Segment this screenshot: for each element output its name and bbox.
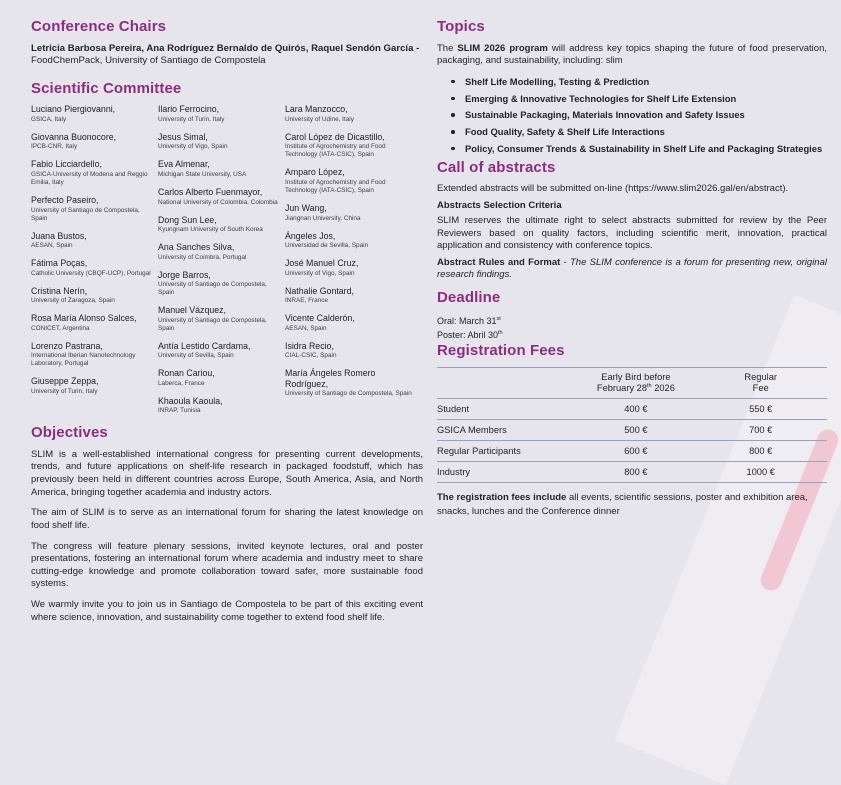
committee-member: Lara Manzocco, University of Udine, Italy <box>285 104 354 123</box>
fees-row-industry: Industry 800 € 1000 € <box>437 462 827 483</box>
committee-member: Jun Wang, Jiangnan University, China <box>285 202 361 222</box>
committee-grid <box>31 104 423 423</box>
committee-member: José Manuel Cruz, University of Vigo, Spain <box>285 258 359 277</box>
committee-member: Ángeles Jos, Universidad de Sevilla, Spain <box>285 230 369 250</box>
committee-member: Fabio Licciardello, GSICA-University of Modena and Reggio Emilia, Italy <box>31 159 148 186</box>
left-column <box>31 19 423 632</box>
committee-member: Manuel Vázquez, University of Santiago de Compostela, Spain <box>158 305 267 332</box>
committee-column-3 <box>285 104 423 423</box>
committee-member: Giuseppe Zeppa, University of Turin, Italy <box>31 376 99 395</box>
chairs-affiliation: FoodChemPack, University of Santiago de Compostela <box>31 55 266 67</box>
committee-column-2 <box>158 104 285 423</box>
committee-member: Giovanna Buonocore, IPCB-CNR, Italy <box>31 131 117 151</box>
abstracts-submission-text: Extended abstracts will be submitted on-line (https://www.slim2026.gal/en/abstract). <box>437 183 789 194</box>
committee-member: Juana Bustos, AESAN, Spain <box>31 230 87 250</box>
topics-intro: The SLIM 2026 program will address key topics shaping the future of food preservation, packaging, and sustainability, including: slim <box>437 42 828 67</box>
deadline-oral: Oral: March 31st <box>437 315 501 326</box>
topics-heading: Topics <box>437 18 485 35</box>
committee-member: Vicente Calderón, AESAN, Spain <box>285 313 355 332</box>
topic-item: Emerging & Innovative Technologies for Shelf Life Extension <box>465 93 827 105</box>
committee-member: Ana Sanches Silva, University of Coimbra, Portugal <box>158 242 247 261</box>
abstract-rules-bold: Abstract Rules and Format <box>437 256 561 268</box>
committee-member: Nathalie Gontard, INRAE, France <box>285 285 354 305</box>
fees-note-bold: The registration fees include <box>437 492 567 504</box>
poster-superscript: th <box>498 330 503 337</box>
topic-item: Policy, Consumer Trends & Sustainability in Shelf Life and Packaging Strategies <box>465 143 827 155</box>
fees-note: The registration fees include all events, scientific sessions, poster and exhibition area, snacks, lunches and the Conference dinner <box>437 492 808 518</box>
fees-row-student: Student 400 € 550 € <box>437 399 827 420</box>
committee-member: Jesus Simal, University of Vigo, Spain <box>158 131 228 151</box>
fees-header-row <box>437 367 827 398</box>
topic-item: Shelf Life Modelling, Testing & Prediction <box>465 76 827 88</box>
committee-member: Ronan Cariou, Laberca, France <box>158 368 215 387</box>
committee-member: Eva Almenar, Michigan State University, USA <box>158 159 247 178</box>
abstracts-criteria-text: SLIM reserves the ultimate right to select abstracts submitted for review by the Peer Reviewers based on quality factors, including scientific merit, innovation, practical application and consistency with conference topics. <box>437 214 827 252</box>
objectives-paragraph: The congress will feature plenary sessions, invited keynote lectures, oral and poster presentations, fostering an international forum where academia and industry meet to share cutting-edge knowledge and promote collaboration toward safer, more sustainable food systems. <box>31 540 423 590</box>
call-of-abstracts-heading: Call of abstracts <box>437 158 556 176</box>
committee-member: Khaoula Kaoula, INRAP, Tunisia <box>158 395 223 415</box>
registration-fees-table <box>437 367 827 483</box>
objectives-paragraph: The aim of SLIM is to serve as an international forum for sharing the latest knowledge on food shelf life. <box>31 507 423 531</box>
committee-member: Lorenzo Pastrana, International Iberian Nanotechnology Laboratory, Portugal <box>31 340 136 368</box>
committee-member: Carlos Alberto Fuenmayor, National University of Colombia, Colombia <box>158 186 278 206</box>
fees-row-regular-participants: Regular Participants 600 € 800 € <box>437 441 827 462</box>
abstract-rules-text: Abstract Rules and Format - The SLIM conference is a forum for presenting new, original research findings. <box>437 256 827 281</box>
committee-member: Luciano Piergiovanni, GSICA, Italy <box>31 104 116 123</box>
abstract-rules-italic: The SLIM conference is a forum for presenting new, original research findings. <box>437 256 827 281</box>
committee-member: Jorge Barros, University of Santiago de Compostela, Spain <box>158 269 267 297</box>
registration-fees-heading: Registration Fees <box>437 342 565 360</box>
committee-member: María Ángeles Romero Rodríguez, University of Santiago de Compostela, Spain <box>285 368 412 398</box>
deadline-heading: Deadline <box>437 289 501 307</box>
scientific-committee-heading: Scientific Committee <box>31 79 182 97</box>
committee-member: Ilario Ferrocino, University of Turin, Italy <box>158 104 225 123</box>
committee-member: Perfecto Paseiro, University of Santiago de Compostela, Spain <box>31 194 140 222</box>
topics-intro-bold: SLIM 2026 program <box>457 42 548 54</box>
right-column <box>437 19 827 520</box>
committee-member: Amparo López, Institute of Agrochemistry and Food Technology (IATA-CSIC), Spain <box>285 167 386 194</box>
committee-member: Carol López de Dicastillo, Institute of Agrochemistry and Food Technology (IATA-CSIC), Spain <box>285 131 386 159</box>
committee-member: Dong Sun Lee, Kyungnam University of South Korea <box>158 214 263 234</box>
committee-member: Cristina Nerín, University of Zaragoza, Spain <box>31 285 115 305</box>
committee-member: Isidra Recio, CIAL-CSIC, Spain <box>285 340 337 360</box>
topics-list <box>437 76 827 155</box>
fees-row-gsica: GSICA Members 500 € 700 € <box>437 420 827 441</box>
committee-member: Rosa María Alonso Salces, CONICET, Argentina <box>31 313 137 332</box>
deadline-poster: Poster: Abril 30th <box>437 330 503 341</box>
committee-column-1 <box>31 104 158 423</box>
conference-chairs-text <box>31 43 423 68</box>
committee-member: Fátima Poças, Catholic University (CBQF-UCP), Portugal <box>31 258 151 277</box>
chairs-names: Letricia Barbosa Pereira, Ana Rodríguez Bernaldo de Quirós, Raquel Sendón García - <box>31 42 420 54</box>
fees-header-empty <box>437 367 577 398</box>
fees-header-early: Early Bird before February 28th 2026 <box>596 371 675 394</box>
oral-superscript: st <box>496 315 501 322</box>
conference-chairs-heading: Conference Chairs <box>31 18 167 35</box>
objectives-paragraph: SLIM is a well-established international congress for presenting current developments, trends, and future applications on shelf-life research in packaged foodstuff, which has previously been held in different countries across Europe, South America, Asia, and North America, bringing together academia and industry actors. <box>31 448 423 498</box>
committee-member: Antía Lestido Cardama, University of Sevilla, Spain <box>158 340 251 360</box>
topic-item: Food Quality, Safety & Shelf Life Interactions <box>465 126 827 138</box>
topic-item: Sustainable Packaging, Materials Innovation and Safety Issues <box>465 109 827 121</box>
objectives-heading: Objectives <box>31 424 108 442</box>
objectives-paragraph: We warmly invite you to join us in Santiago de Compostela to be part of this exciting event where science, innovation, and sustainability come together to extend food shelf life. <box>31 599 423 623</box>
fees-header-regular: Regular Fee <box>744 371 777 394</box>
abstracts-criteria-heading: Abstracts Selection Criteria <box>437 199 562 211</box>
